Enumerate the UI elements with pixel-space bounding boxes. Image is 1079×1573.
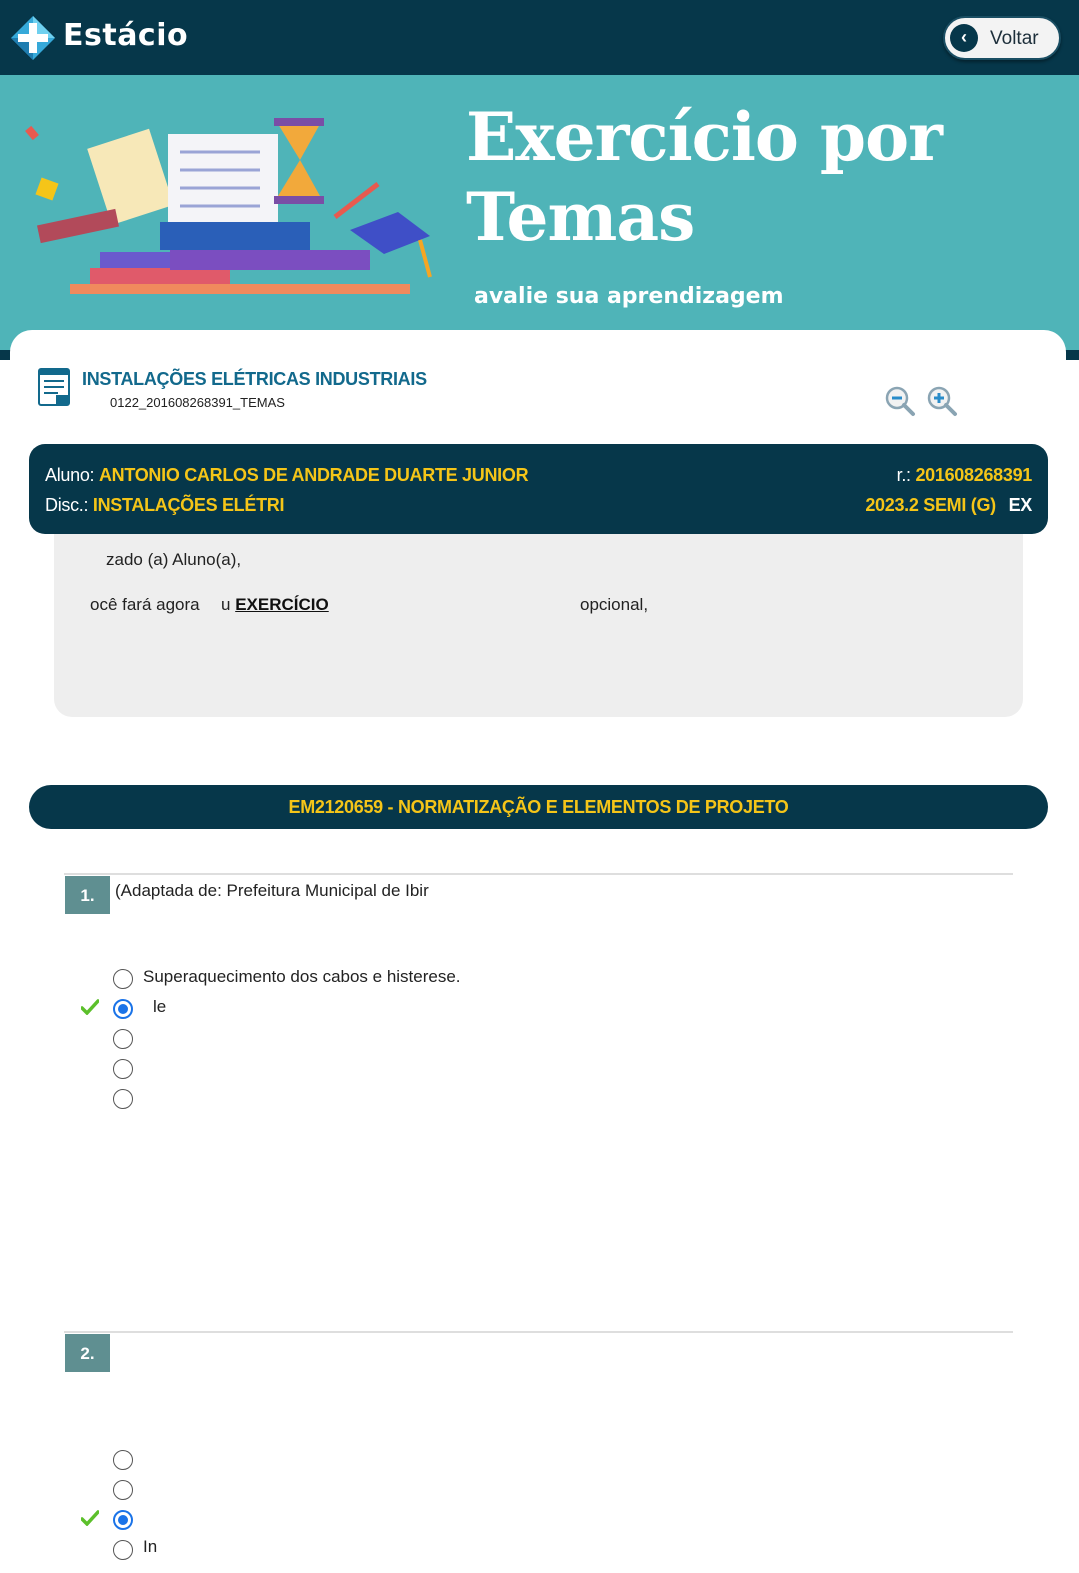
answer-option-text: Superaquecimento dos cabos e histerese. <box>143 967 461 986</box>
student-label: Aluno: <box>45 465 95 485</box>
registration-number: 201608268391 <box>915 465 1032 485</box>
answer-radio-selected[interactable] <box>113 999 133 1019</box>
answer-radio[interactable] <box>113 1059 133 1079</box>
student-row <box>45 465 528 486</box>
discipline-row <box>45 495 284 516</box>
answer-option-text: le <box>153 997 167 1016</box>
estacio-logo-icon <box>10 15 56 61</box>
banner-title <box>466 97 942 257</box>
answer-radio-selected[interactable] <box>113 1510 133 1530</box>
question-divider <box>64 873 1013 875</box>
banner-subtitle: avalie sua aprendizagem <box>474 284 784 309</box>
answer-radio[interactable] <box>113 1480 133 1500</box>
zoom-out-icon[interactable] <box>883 384 917 418</box>
intro-line-b <box>221 595 329 615</box>
question-text: (Adaptada de: Prefeitura Municipal de Ibir <box>115 881 429 900</box>
student-name: ANTONIO CARLOS DE ANDRADE DUARTE JUNIOR <box>98 465 529 485</box>
correct-check-icon <box>81 999 99 1015</box>
intro-text-b: u <box>221 595 231 614</box>
student-info-bar <box>29 444 1048 534</box>
intro-line-a: ocê fará agora <box>90 595 200 614</box>
period-row <box>865 495 1032 516</box>
question-number: 1. <box>65 876 110 914</box>
document-icon <box>38 368 70 406</box>
intro-greeting: zado (a) Aluno(a), <box>106 550 242 569</box>
question-number: 2. <box>65 1334 110 1372</box>
course-title: INSTALAÇÕES ELÉTRICAS INDUSTRIAIS <box>82 369 427 389</box>
study-illustration-icon <box>20 112 450 312</box>
correct-check-icon <box>81 1510 99 1526</box>
exercise-link[interactable]: EXERCÍCIO <box>235 595 329 614</box>
answer-radio[interactable] <box>113 1029 133 1049</box>
discipline-label: Disc.: <box>45 495 89 515</box>
section-header: EM2120659 - NORMATIZAÇÃO E ELEMENTOS DE PROJETO <box>29 785 1048 829</box>
course-code: 0122_201608268391_TEMAS <box>110 395 285 410</box>
registration-label: r.: <box>896 465 911 485</box>
question-divider <box>64 1331 1013 1333</box>
back-button[interactable] <box>943 16 1061 60</box>
registration-row <box>897 465 1032 486</box>
banner-title-line2: Temas <box>466 178 695 256</box>
answer-radio[interactable] <box>113 1450 133 1470</box>
logo-text: Estácio <box>63 18 189 53</box>
chevron-left-icon: ‹ <box>950 24 978 52</box>
answer-radio[interactable] <box>113 1089 133 1109</box>
zoom-in-icon[interactable] <box>925 384 959 418</box>
period: 2023.2 SEMI (G) <box>865 495 996 515</box>
top-bar <box>0 0 1079 75</box>
exercise-type: EX <box>1008 495 1032 515</box>
back-button-label: Voltar <box>990 28 1039 49</box>
banner-title-line1: Exercício por <box>466 98 942 176</box>
answer-radio[interactable] <box>113 1540 133 1560</box>
answer-option-text: In <box>143 1537 158 1556</box>
discipline-name: INSTALAÇÕES ELÉTRI <box>92 495 285 515</box>
intro-line-c: opcional, <box>580 595 649 614</box>
answer-radio[interactable] <box>113 969 133 989</box>
